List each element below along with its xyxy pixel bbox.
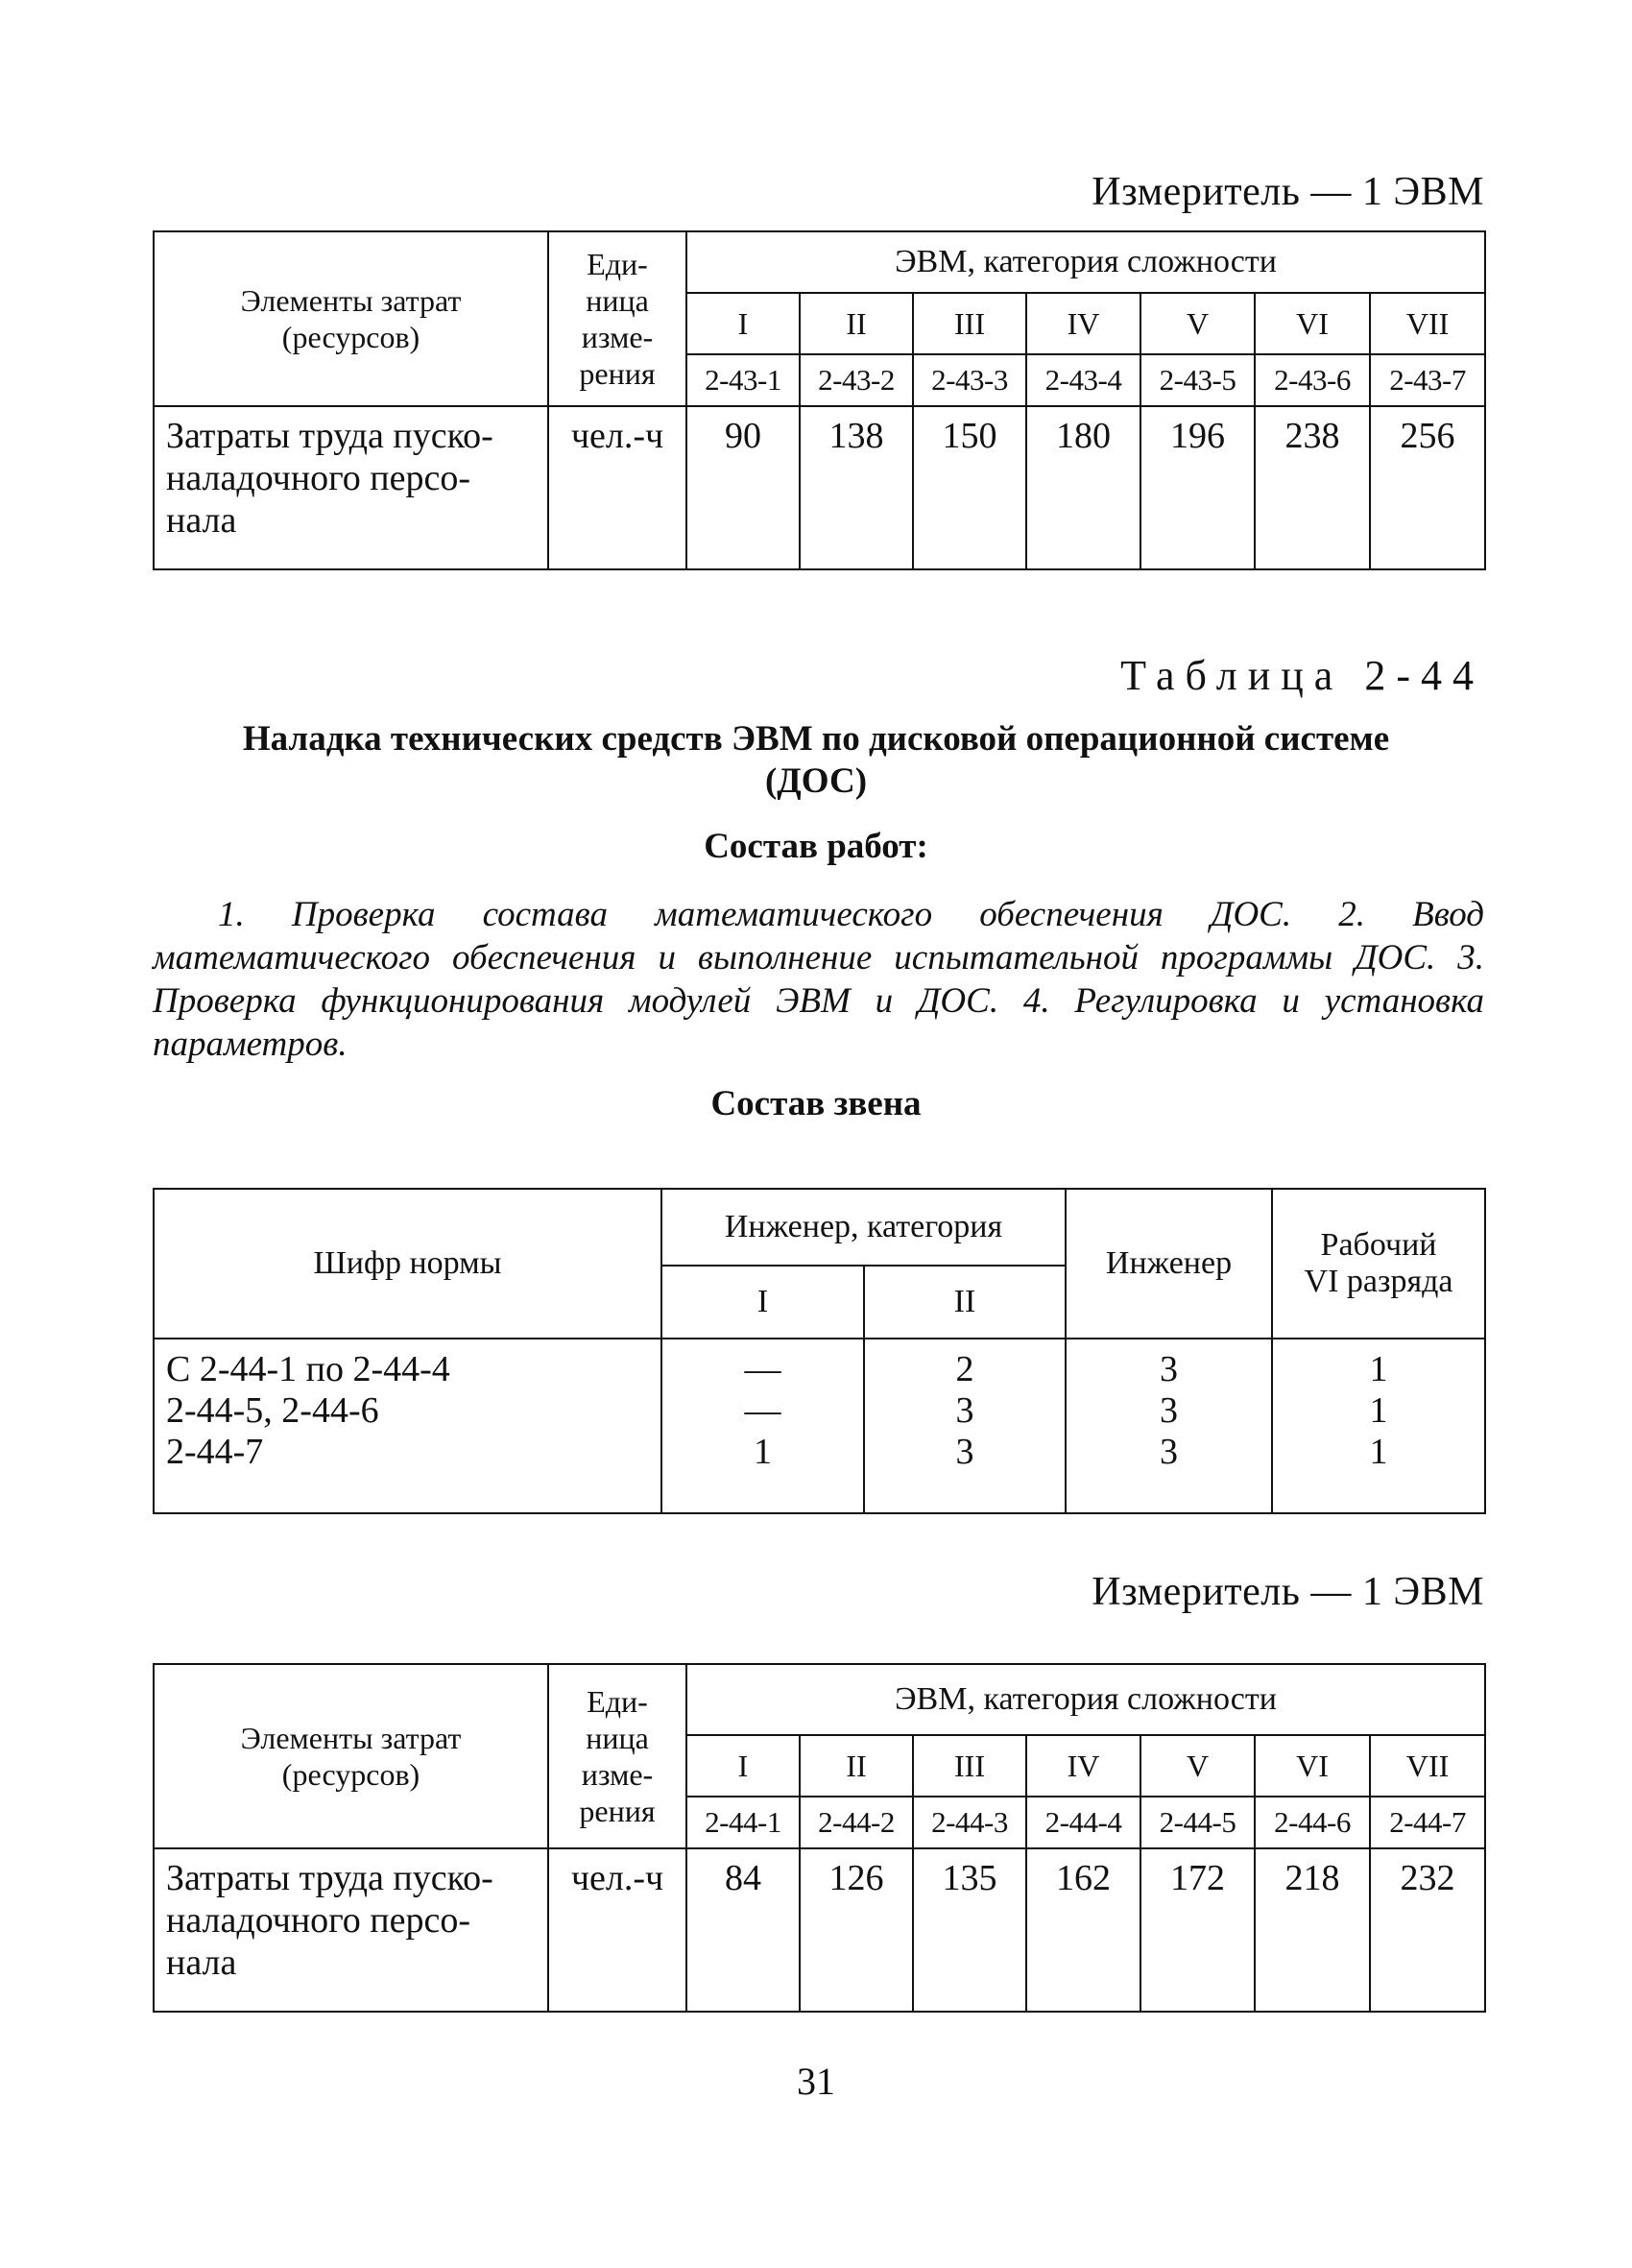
header-norm-code: Шифр нормы <box>154 1189 661 1339</box>
norm-code: 2-43-3 <box>913 354 1026 406</box>
norm-code: 2-44-4 <box>1026 1797 1140 1848</box>
works-description: 1. Проверка состава математического обеспечения ДОС. 2. Ввод математического обеспечения и выполнение испытательной программы ДОС. 3. Проверка функционирования модулей ЭВМ и ДОС. 4. Регулировка и установка параметров. <box>153 895 1484 1064</box>
norm-code: 2-44-2 <box>800 1797 913 1848</box>
engineer-category-header: II <box>864 1266 1066 1339</box>
header-resources-line: Элементы затрат <box>240 283 462 318</box>
labor-value: 126 <box>800 1848 913 2012</box>
crew-count: 1 <box>1369 1349 1388 1389</box>
header-unit-line: Еди- <box>587 247 648 281</box>
crew-heading: Состав звена <box>710 1084 922 1123</box>
header-engineer: Инженер <box>1066 1189 1272 1339</box>
labor-value: 196 <box>1140 406 1255 569</box>
resource-name-line: наладочного персо- <box>166 1900 471 1941</box>
table-label: Таблица 2-44 <box>1120 652 1484 699</box>
header-worker-line: Рабочий <box>1320 1227 1437 1263</box>
resource-name-line: Затраты труда пуско- <box>166 1858 493 1898</box>
labor-value: 135 <box>913 1848 1026 2012</box>
resource-name-line: наладочного персо- <box>166 458 471 498</box>
header-worker-line: VI разряда <box>1304 1264 1453 1299</box>
crew-count: 1 <box>1369 1390 1388 1431</box>
crew-count: 3 <box>955 1432 974 1472</box>
header-unit-line: изме- <box>581 320 654 354</box>
category-header: V <box>1140 1735 1255 1797</box>
header-unit <box>548 1664 686 1848</box>
header-unit-line: рения <box>579 1794 656 1828</box>
table-row <box>154 406 1485 569</box>
norm-codes <box>154 1339 661 1513</box>
labor-value: 256 <box>1370 406 1485 569</box>
section-title <box>144 718 1488 803</box>
category-header: VI <box>1255 1735 1370 1797</box>
header-unit-line: ница <box>586 1721 649 1755</box>
norm-code: 2-43-4 <box>1026 354 1140 406</box>
norm-code-range: 2-44-5, 2-44-6 <box>166 1390 379 1431</box>
unit-value: чел.-ч <box>548 1848 686 2012</box>
resource-name <box>154 1848 548 2012</box>
header-resources <box>154 231 548 406</box>
labor-value: 218 <box>1255 1848 1370 2012</box>
category-header: I <box>686 293 800 354</box>
measure-label: Измеритель — 1 ЭВМ <box>1092 1570 1484 1614</box>
norm-code: 2-44-5 <box>1140 1797 1255 1848</box>
header-resources-line: (ресурсов) <box>281 1757 420 1792</box>
page-number: 31 <box>797 2060 835 2103</box>
crew-count: 3 <box>1160 1349 1179 1389</box>
crew-count: 3 <box>1160 1432 1179 1472</box>
norm-code: 2-43-6 <box>1255 354 1370 406</box>
engineer-counts <box>1066 1339 1272 1513</box>
category-header: I <box>686 1735 800 1797</box>
category-header: VII <box>1370 1735 1485 1797</box>
header-unit-line: рения <box>579 356 656 391</box>
category-header: VII <box>1370 293 1485 354</box>
engineer-cat1-counts <box>661 1339 864 1513</box>
engineer-category-header: I <box>661 1266 864 1339</box>
category-header: IV <box>1026 293 1140 354</box>
norm-code: 2-44-1 <box>686 1797 800 1848</box>
category-header: II <box>800 1735 913 1797</box>
crew-count: 2 <box>955 1349 974 1389</box>
norm-code-range: С 2-44-1 по 2-44-4 <box>166 1349 450 1389</box>
header-complexity-group: ЭВМ, категория сложности <box>686 1664 1485 1735</box>
category-header: IV <box>1026 1735 1140 1797</box>
header-resources <box>154 1664 548 1848</box>
header-engineer-category: Инженер, категория <box>661 1189 1066 1266</box>
labor-value: 90 <box>686 406 800 569</box>
engineer-cat2-counts <box>864 1339 1066 1513</box>
measure-label: Измеритель — 1 ЭВМ <box>1092 170 1484 214</box>
category-header: III <box>913 1735 1026 1797</box>
labor-value: 162 <box>1026 1848 1140 2012</box>
resource-name-line: нала <box>166 1942 237 1983</box>
header-complexity-group: ЭВМ, категория сложности <box>686 231 1485 293</box>
header-unit-line: изме- <box>581 1757 654 1792</box>
header-resources-line: (ресурсов) <box>281 320 420 354</box>
labor-value: 180 <box>1026 406 1140 569</box>
category-header: II <box>800 293 913 354</box>
category-header: V <box>1140 293 1255 354</box>
resource-name-line: нала <box>166 500 237 541</box>
section-title-line: Наладка технических средств ЭВМ по дисковой операционной системе <box>242 719 1390 759</box>
norm-code: 2-44-6 <box>1255 1797 1370 1848</box>
header-unit <box>548 231 686 406</box>
norm-code: 2-43-5 <box>1140 354 1255 406</box>
norm-code: 2-43-2 <box>800 354 913 406</box>
norm-code: 2-44-3 <box>913 1797 1026 1848</box>
category-header: VI <box>1255 293 1370 354</box>
worker-counts <box>1272 1339 1485 1513</box>
norm-code: 2-43-7 <box>1370 354 1485 406</box>
section-title-line: (ДОС) <box>764 761 868 801</box>
header-resources-line: Элементы затрат <box>240 1721 462 1755</box>
unit-value: чел.-ч <box>548 406 686 569</box>
cost-table-2-43 <box>153 230 1486 570</box>
crew-count: 3 <box>1160 1390 1179 1431</box>
crew-count: — <box>744 1349 781 1389</box>
works-heading: Состав работ: <box>704 827 928 866</box>
norm-code-range: 2-44-7 <box>166 1432 264 1472</box>
labor-value: 172 <box>1140 1848 1255 2012</box>
crew-count: 3 <box>955 1390 974 1431</box>
labor-value: 150 <box>913 406 1026 569</box>
header-worker <box>1272 1189 1485 1339</box>
crew-count: — <box>744 1390 781 1431</box>
crew-count: 1 <box>754 1432 772 1472</box>
labor-value: 232 <box>1370 1848 1485 2012</box>
norm-code: 2-44-7 <box>1370 1797 1485 1848</box>
labor-value: 84 <box>686 1848 800 2012</box>
header-unit-line: Еди- <box>587 1684 648 1719</box>
crew-count: 1 <box>1369 1432 1388 1472</box>
crew-table <box>153 1188 1486 1514</box>
table-row <box>154 1848 1485 2012</box>
resource-name-line: Затраты труда пуско- <box>166 416 493 456</box>
category-header: III <box>913 293 1026 354</box>
cost-table-2-44 <box>153 1663 1486 2013</box>
norm-code: 2-43-1 <box>686 354 800 406</box>
header-unit-line: ница <box>586 283 649 318</box>
resource-name <box>154 406 548 569</box>
table-row <box>154 1339 1485 1513</box>
labor-value: 238 <box>1255 406 1370 569</box>
labor-value: 138 <box>800 406 913 569</box>
